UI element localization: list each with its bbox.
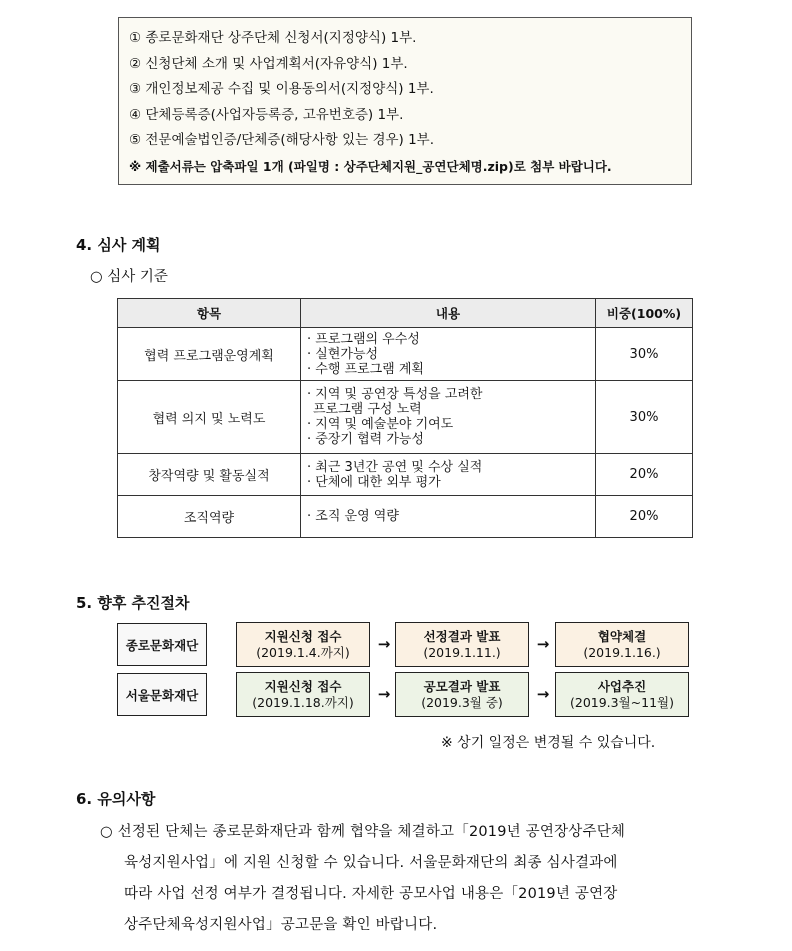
row-content-line: · 최근 3년간 공연 및 수상 실적 (307, 459, 483, 475)
row-contents (301, 496, 596, 538)
stage-date: (2019.1.11.) (423, 644, 501, 660)
notice-line-2: 육성지원사업」에 지원 신청할 수 있습니다. 서울문화재단의 최종 심사결과에 (124, 855, 618, 871)
arrow-right-icon: → (536, 635, 550, 653)
notice-line-1: ○ 선정된 단체는 종로문화재단과 함께 협약을 체결하고「2019년 공연장상주단체 (100, 824, 626, 840)
section-4-title: 4. 심사 계획 (76, 236, 161, 254)
submission-documents-box (118, 17, 692, 185)
row-item: 협력 의지 및 노력도 (118, 381, 301, 454)
row-content-line: · 조직 운영 역량 (307, 509, 399, 524)
stage-title: 선정결과 발표 (423, 628, 501, 644)
flow-stage (236, 672, 370, 717)
doc-item-2: ② 신청단체 소개 및 사업계획서(자유양식) 1부. (129, 55, 408, 72)
header-contents: 내용 (301, 299, 596, 328)
row-item: 협력 프로그램운영계획 (118, 328, 301, 381)
row-contents (301, 328, 596, 381)
stage-date: (2019.1.4.까지) (256, 644, 350, 660)
section-6-title: 6. 유의사항 (76, 790, 156, 808)
header-item: 항목 (118, 299, 301, 328)
notice-line-4: 상주단체육성지원사업」공고문을 확인 바랍니다. (124, 917, 438, 933)
stage-date: (2019.3월 중) (421, 694, 503, 710)
flow-stage (236, 622, 370, 667)
section-5-title: 5. 향후 추진절차 (76, 594, 190, 612)
notice-line-3: 따라 사업 선정 여부가 결정됩니다. 자세한 공모사업 내용은「2019년 공연장 (124, 886, 618, 902)
row-content-line: · 실현가능성 (307, 346, 379, 362)
flow-org-seoul: 서울문화재단 (117, 673, 207, 716)
row-content-line: · 프로그램의 우수성 (307, 331, 420, 347)
row-content-line: · 지역 및 공연장 특성을 고려한 (307, 387, 483, 402)
stage-date: (2019.3월~11월) (569, 694, 675, 710)
header-weight: 비중(100%) (596, 299, 693, 328)
criteria-table-header-row (118, 299, 693, 328)
stage-date: (2019.1.18.까지) (252, 694, 354, 710)
row-content-line: · 지역 및 예술분야 기여도 (307, 417, 454, 432)
doc-item-3: ③ 개인정보제공 수집 및 이용동의서(지정양식) 1부. (129, 81, 434, 98)
row-content-line: 프로그램 구성 노력 (313, 402, 422, 417)
flow-stage (395, 672, 529, 717)
row-content-line: · 중장기 협력 가능성 (307, 432, 424, 447)
row-weight: 30% (596, 381, 693, 454)
table-row (118, 496, 693, 538)
row-content-line: · 단체에 대한 외부 평가 (307, 474, 441, 490)
arrow-right-icon: → (377, 685, 391, 703)
flow-stage (555, 672, 689, 717)
table-row (118, 454, 693, 496)
section-4-subtitle: ○ 심사 기준 (90, 269, 168, 285)
stage-title: 지원신청 접수 (264, 628, 342, 644)
row-contents (301, 454, 596, 496)
doc-item-4: ④ 단체등록증(사업자등록증, 고유번호증) 1부. (129, 106, 404, 123)
doc-item-5: ⑤ 전문예술법인증/단체증(해당사항 있는 경우) 1부. (129, 132, 435, 149)
row-content-line: · 수행 프로그램 계획 (307, 361, 424, 377)
arrow-right-icon: → (377, 635, 391, 653)
stage-title: 사업추진 (597, 678, 647, 694)
row-weight: 30% (596, 328, 693, 381)
stage-date: (2019.1.16.) (583, 644, 661, 660)
row-item: 조직역량 (118, 496, 301, 538)
schedule-change-note: ※ 상기 일정은 변경될 수 있습니다. (441, 735, 656, 751)
table-row (118, 381, 693, 454)
criteria-table (117, 298, 693, 538)
row-weight: 20% (596, 496, 693, 538)
submission-note: ※ 제출서류는 압축파일 1개 (파일명 : 상주단체지원_공연단체명.zip)로 첨부 바랍니다. (129, 158, 612, 174)
stage-title: 공모결과 발표 (423, 678, 501, 694)
row-item: 창작역량 및 활동실적 (118, 454, 301, 496)
flow-stage (555, 622, 689, 667)
doc-item-1: ① 종로문화재단 상주단체 신청서(지정양식) 1부. (129, 30, 417, 46)
flow-stage (395, 622, 529, 667)
row-contents (301, 381, 596, 454)
row-weight: 20% (596, 454, 693, 496)
stage-title: 지원신청 접수 (264, 678, 342, 694)
stage-title: 협약체결 (597, 628, 647, 644)
table-row (118, 328, 693, 381)
flow-org-jongno: 종로문화재단 (117, 623, 207, 666)
arrow-right-icon: → (536, 685, 550, 703)
